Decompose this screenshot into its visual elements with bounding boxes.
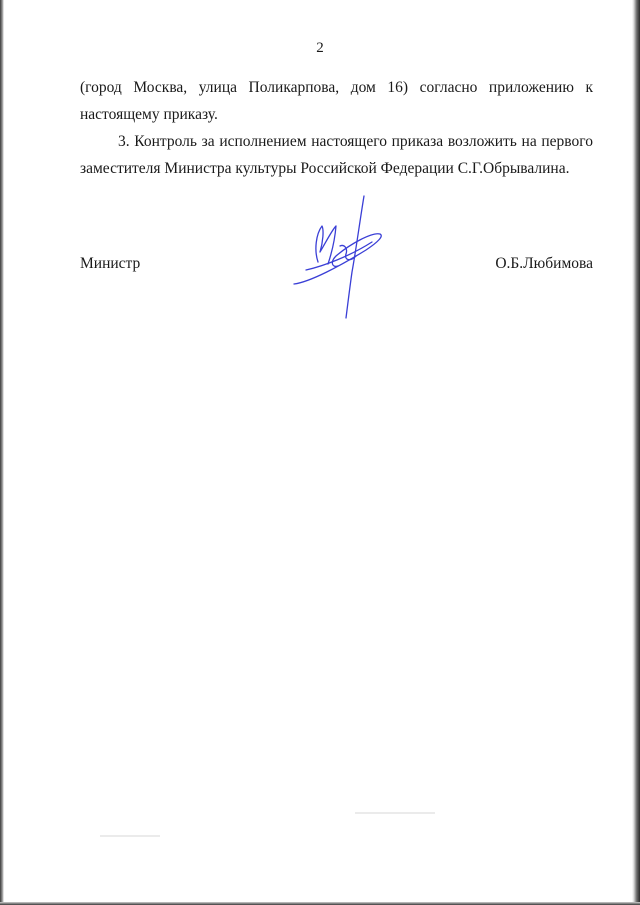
scan-border-left [0,0,4,905]
page-number: 2 [316,40,324,56]
scan-artifact [100,835,160,837]
paragraph-continuation: (город Москва, улица Поликарпова, дом 16) согласно приложению к настоящему приказу. [80,79,593,123]
scan-artifact [355,812,435,814]
signer-name: О.Б.Любимова [495,255,593,272]
signer-title: Министр [80,255,141,272]
scan-border-right [632,0,640,905]
signature-stroke-sweep [294,234,381,284]
paragraph-item-3: 3. Контроль за исполнением настоящего приказа возложить на первого заместителя Министра культуры Российской Федерации С.Г.Обрывалина. [80,133,593,177]
handwritten-signature [280,190,400,325]
signature-stroke-loop [316,226,336,264]
document-body [80,74,593,182]
